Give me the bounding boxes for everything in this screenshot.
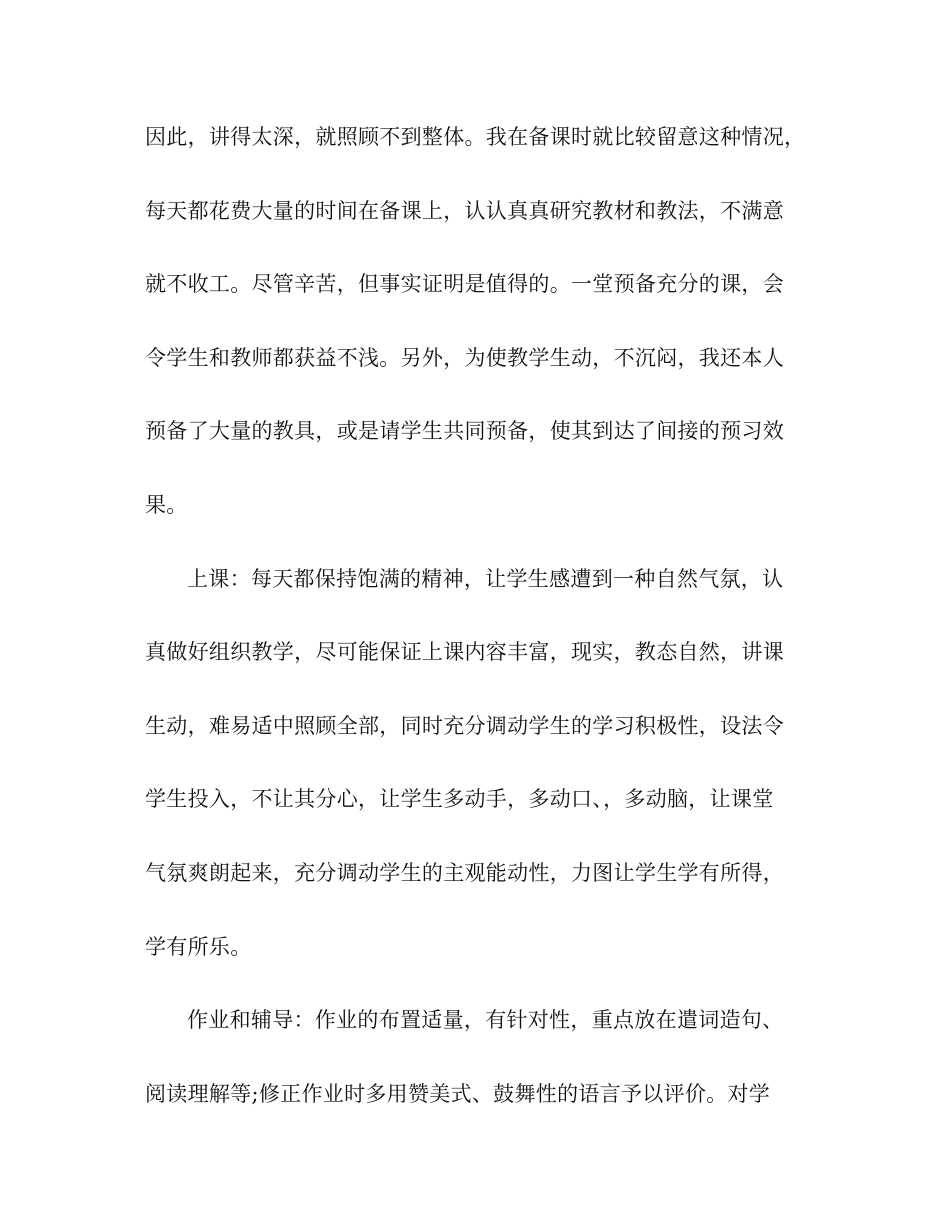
text-line: 生动，难易适中照顾全部，同时充分调动学生的学习积极性，设法令 [145, 713, 784, 738]
text-line: 预备了大量的教具，或是请学生共同预备，使其到达了间接的预习效 [145, 419, 784, 444]
paragraph-start-homework: 作业和辅导：作业的布置适量，有针对性，重点放在遣词造句、 [187, 1008, 784, 1033]
text-line: 气氛爽朗起来，充分调动学生的主观能动性，力图让学生学有所得， [145, 860, 784, 885]
text-line: 就不收工。尽管辛苦，但事实证明是值得的。一堂预备充分的课，会 [145, 272, 784, 297]
text-line: 果。 [145, 492, 188, 517]
text-line: 学生投入，不让其分心，让学生多动手，多动口、，多动脑，让课堂 [145, 787, 774, 812]
text-line: 因此，讲得太深，就照顾不到整体。我在备课时就比较留意这种情况， [145, 125, 806, 149]
text-line: 真做好组织教学，尽可能保证上课内容丰富，现实，教态自然，讲课 [145, 640, 784, 665]
text-line: 阅读理解等;修正作业时多用赞美式、鼓舞性的语言予以评价。对学 [145, 1081, 771, 1106]
text-line: 每天都花费大量的时间在备课上，认认真真研究教材和教法，不满意 [145, 198, 784, 223]
text-line: 令学生和教师都获益不浅。另外，为使教学生动，不沉闷，我还本人 [145, 345, 784, 370]
document-body [145, 124, 810, 1154]
text-line: 学有所乐。 [145, 934, 252, 959]
paragraph-start-class: 上课：每天都保持饱满的精神，让学生感遭到一种自然气氛，认 [187, 566, 784, 591]
